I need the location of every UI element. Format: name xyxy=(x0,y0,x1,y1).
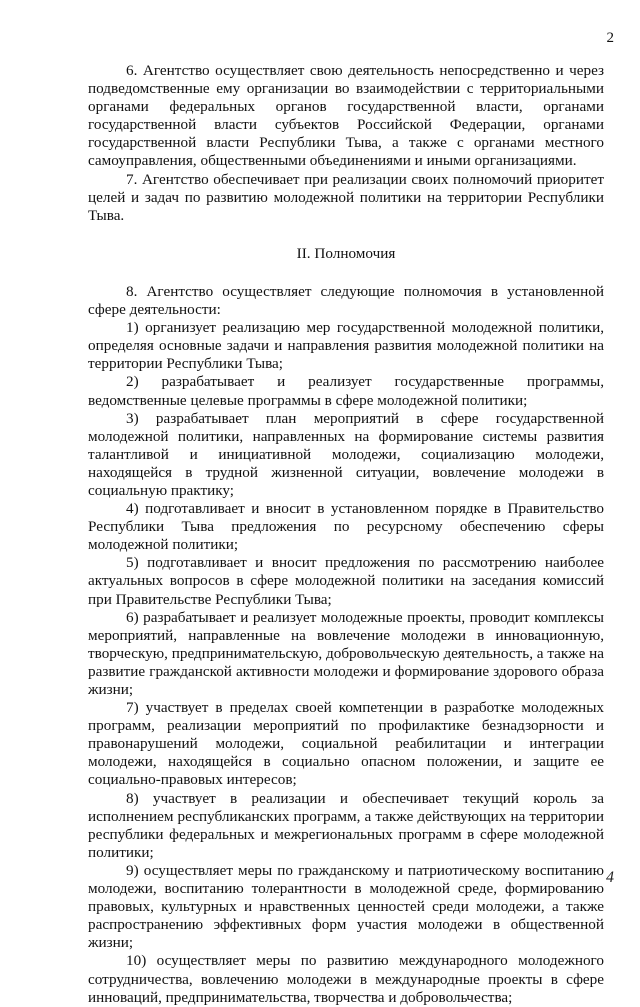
page-number: 2 xyxy=(606,30,614,46)
list-item-4: 4) подготавливает и вносит в установленном порядке в Правительство Республики Тыва предложения по ресурсному обеспечению сферы молодежной политики; xyxy=(88,500,604,554)
list-item-5: 5) подготавливает и вносит предложения по рассмотрению наиболее актуальных вопросов в сфере молодежной политики на заседания комиссий при Правительстве Республики Тыва; xyxy=(88,554,604,608)
list-item-6: 6) разрабатывает и реализует молодежные проекты, проводит комплексы мероприятий, направленные на вовлечение молодежи в инновационную, творческую, предпринимательскую, добровольческую деятельность, а также на развитие гражданской активности молодежи и формирование здорового образа жизни; xyxy=(88,608,604,698)
paragraph-8-intro: 8. Агентство осуществляет следующие полномочия в установленной сфере деятельности: xyxy=(88,282,604,319)
list-item-2: 2) разрабатывает и реализует государственные программы, ведомственные целевые программы в сфере молодежной политики; xyxy=(88,373,604,409)
list-item-8: 8) участвует в реализации и обеспечивает текущий король за исполнением республиканских программ, а также действующих на территории республики федеральных и межрегиональных программ в сфере молодежной политики; xyxy=(88,789,604,861)
list-item-1: 1) организует реализацию мер государственной молодежной политики, определяя основные задачи и направления развития молодежной политики на территории Республики Тыва; xyxy=(88,319,604,373)
list-item-7: 7) участвует в пределах своей компетенции в разработке молодежных программ, реализации мероприятий по профилактике безнадзорности и правонарушений молодежи, социальной реабилитации и интеграции молодежи, находящейся в социально опасном положении, и защите ее социально-правовых интересов; xyxy=(88,699,604,789)
section-heading: II. Полномочия xyxy=(296,244,396,262)
paragraph-6: 6. Агентство осуществляет свою деятельность непосредственно и через подведомственные ему организации во взаимодействии с территориальными органами федеральных органов государственной власти, органами государственной власти субъектов Российской Федерации, органами государственной власти Республики Тыва, а также с органами местного самоуправления, общественными объединениями и иными организациями. xyxy=(88,62,604,170)
list-item-9: 9) осуществляет меры по гражданскому и патриотическому воспитанию молодежи, воспитанию толерантности в молодежной среде, формированию правовых, культурных и нравственных ценностей среди молодежи, а также распространению эффективных форм участия молодежи в общественной жизни; xyxy=(88,861,604,952)
list-item-10: 10) осуществляет меры по развитию международного молодежного сотрудничества, вовлечению молодежи в международные проекты в сфере инноваций, предпринимательства, творчества и добровольчества; xyxy=(88,952,604,1006)
document-body xyxy=(88,62,604,1007)
handwritten-mark: 4 xyxy=(606,869,614,886)
paragraph-7: 7. Агентство обеспечивает при реализации своих полномочий приоритет целей и задач по развитию молодежной политики на территории Республики Тыва. xyxy=(88,170,604,224)
list-item-3: 3) разрабатывает план мероприятий в сфере государственной молодежной политики, направленных на формирование системы развития талантливой и инициативной молодежи, социализацию молодежи, находящейся в трудной жизненной ситуации, вовлечение молодежи в социальную практику; xyxy=(88,409,604,499)
